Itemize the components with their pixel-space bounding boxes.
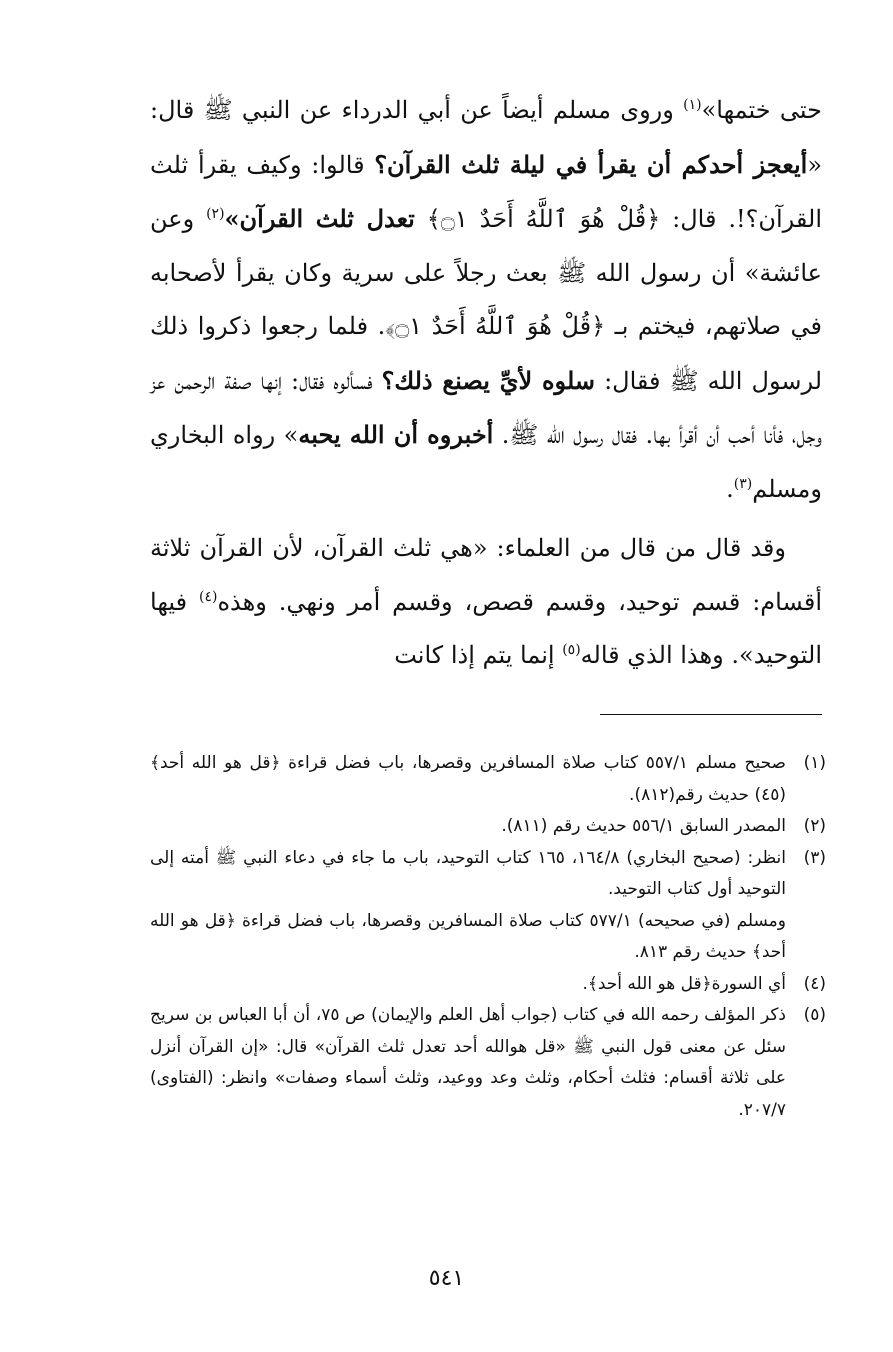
footnote-text <box>150 969 786 1001</box>
footnote-number: (٤) <box>803 973 826 994</box>
footnote-5 <box>150 1000 826 1126</box>
footnote-number: (١) <box>803 753 826 773</box>
text-run: حتى ختمها» <box>701 96 823 124</box>
footnote-4 <box>150 969 826 1001</box>
footnote-line: المصدر السابق ٥٥٦/١ حديث رقم (٨١١). <box>501 816 786 836</box>
text-run: فسألوه فقال: إنها صفة الرحمن عز وجل، فأنا أحب أن أقرأ بها. فقال رسول الله ﷺ. <box>150 366 822 449</box>
text-run: وروى مسلم أيضاً عن أبي الدرداء عن النبي ﷺ قال: « <box>150 96 822 179</box>
main-text <box>150 84 822 683</box>
footnote-ref-2: (٢) <box>206 206 225 222</box>
text-run: قالوا: وكيف يقرأ ثلث القرآن؟!. قال: ﴿قُلْ هُوَ ٱللَّهُ أَحَدٌ ۝١﴾ <box>150 150 823 233</box>
paragraph-1 <box>150 84 822 516</box>
footnotes <box>150 748 826 1126</box>
footnote-1 <box>150 748 826 811</box>
footnote-separator <box>600 714 822 715</box>
hadith-quote: أيعجز أحدكم أن يقرأ في ليلة ثلث القرآن؟ <box>374 149 808 179</box>
hadith-quote: أخبروه أن الله يحبه <box>298 420 494 449</box>
paragraph-2 <box>150 522 822 683</box>
text-run: إنما يتم إذا كانت <box>394 641 563 669</box>
footnote-2 <box>150 811 826 843</box>
footnote-number: (٥) <box>803 1005 826 1025</box>
footnote-text <box>150 843 786 969</box>
footnote-number: (٣) <box>803 847 826 868</box>
footnote-line: أي السورة﴿قل هو الله أحد﴾. <box>582 973 786 994</box>
footnote-line: انظر: (صحيح البخاري) ١٦٤/٨، ١٦٥ كتاب التوحيد، باب ما جاء في دعاء النبي ﷺ أمته إلى التوحيد أول كتاب التوحيد. <box>150 847 787 899</box>
footnote-ref-3: (٣) <box>733 475 753 492</box>
footnote-ref-5: (٥) <box>562 642 581 658</box>
footnote-3 <box>150 843 826 969</box>
footnote-line: ومسلم (في صحيحه) ٥٧٧/١ كتاب صلاة المسافرين وقصرها، باب فضل قراءة ﴿قل هو الله أحد﴾ حديث رقم ٨١٣. <box>150 910 786 962</box>
footnote-line: ذكر المؤلف رحمه الله في كتاب (جواب أهل العلم والإيمان) ص ٧٥، أن أبا العباس بن سريج سئل عن معنى قول النبي ﷺ «قل هوالله أحد تعدل ثلث القرآن» قال: «إن القرآن أنزل على ثلاثة أقسام: فثلث أحكام، وثلث وعد ووعيد، وثلث أسماء وصفات» وانظر: (الفتاوى) ٢٠٧/٧. <box>150 1005 786 1120</box>
text-run: وعن عائشة» أن رسول الله ﷺ بعث رجلاً على سرية وكان يقرأ لأصحابه في صلاتهم، فيختم بـ ﴿قُلْ هُوَ ٱللَّهُ أَحَدٌ ۝١﴾. فلما رجعوا ذكروا ذلك لرسول الله ﷺ فقال: <box>150 205 823 395</box>
footnote-number: (٢) <box>803 816 826 836</box>
footnote-ref-4: (٤) <box>198 588 218 605</box>
text-run: » رواه البخاري ومسلم <box>150 421 822 503</box>
hadith-quote: تعدل ثلث القرآن» <box>224 204 415 233</box>
footnote-line: صحيح مسلم ٥٥٧/١ كتاب صلاة المسافرين وقصرها، باب فضل قراءة ﴿قل هو الله أحد﴾(٤٥) حديث رقم(٨١٢). <box>150 753 786 805</box>
page-number: ٥٤١ <box>428 1266 465 1291</box>
footnote-ref-1: (١) <box>683 97 702 113</box>
text-run: وقد قال من قال من العلماء: «هي ثلث القرآن، لأن القرآن ثلاثة أقسام: قسم توحيد، وقسم قصص، وقسم أمر ونهي. وهذه <box>150 534 823 616</box>
footnote-text <box>150 1000 786 1126</box>
text-run: فيها التوحيد». وهذا الذي قاله <box>150 587 822 669</box>
footnote-text <box>150 748 786 811</box>
text-run: . <box>726 474 734 503</box>
hadith-quote: سلوه لأيِّ يصنع ذلك؟ <box>381 365 596 395</box>
footnote-text <box>150 811 786 843</box>
